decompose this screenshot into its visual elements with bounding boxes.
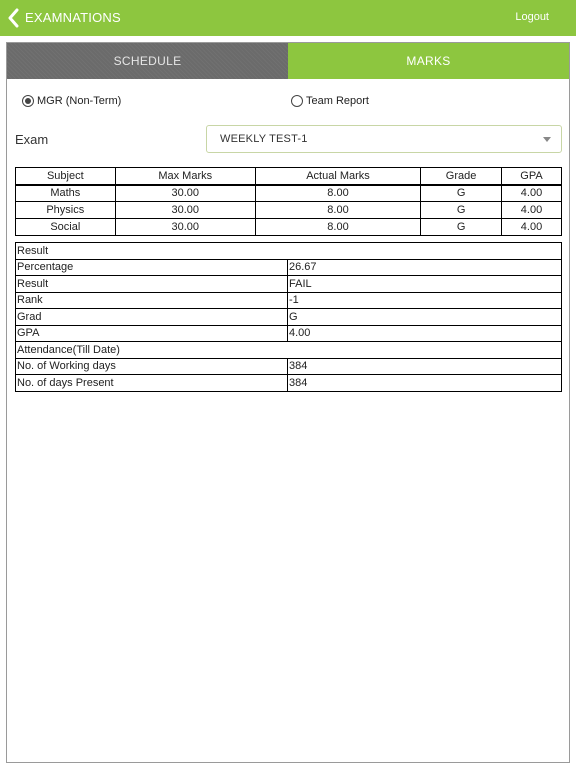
- subject-cell: Physics: [16, 202, 116, 219]
- content-panel: [6, 42, 570, 763]
- max-marks-cell: 30.00: [115, 185, 255, 202]
- working-days-label: No. of Working days: [16, 358, 288, 375]
- exam-selected-value: WEEKLY TEST-1: [220, 133, 308, 145]
- subject-cell: Social: [16, 219, 116, 236]
- result-row: [16, 309, 562, 326]
- column-header-max-marks: Max Marks: [115, 168, 255, 185]
- column-header-subject: Subject: [16, 168, 116, 185]
- radio-team-report[interactable]: [291, 95, 369, 107]
- report-type-group: [7, 95, 569, 111]
- grade-cell: G: [421, 202, 502, 219]
- exam-label: Exam: [15, 132, 49, 147]
- radio-selected-icon: [22, 95, 34, 107]
- attendance-heading: Attendance(Till Date): [16, 342, 562, 359]
- days-present-label: No. of days Present: [16, 375, 288, 392]
- tab-bar: [7, 43, 569, 79]
- result-heading: Result: [16, 243, 562, 260]
- radio-mgr-non-term[interactable]: [22, 95, 121, 107]
- column-header-gpa: GPA: [502, 168, 562, 185]
- table-header-row: [16, 168, 562, 185]
- radio-unselected-icon: [291, 95, 303, 107]
- grade-cell: G: [421, 185, 502, 202]
- result-row: [16, 276, 562, 293]
- gpa-label: GPA: [16, 325, 288, 342]
- max-marks-cell: 30.00: [115, 219, 255, 236]
- chevron-left-icon[interactable]: [6, 8, 22, 28]
- radio-label: Team Report: [306, 95, 369, 107]
- result-label: Result: [16, 276, 288, 293]
- table-row: [16, 219, 562, 236]
- radio-label: MGR (Non-Term): [37, 95, 122, 107]
- result-row: [16, 259, 562, 276]
- marks-table: [15, 167, 562, 236]
- actual-marks-cell: 8.00: [255, 219, 420, 236]
- table-row: [16, 202, 562, 219]
- caret-down-icon: [543, 137, 551, 142]
- column-header-actual-marks: Actual Marks: [255, 168, 420, 185]
- gpa-cell: 4.00: [502, 202, 562, 219]
- grad-label: Grad: [16, 309, 288, 326]
- exam-dropdown[interactable]: [206, 125, 562, 153]
- result-value: FAIL: [288, 276, 562, 293]
- result-heading-row: [16, 243, 562, 260]
- grad-value: G: [288, 309, 562, 326]
- actual-marks-cell: 8.00: [255, 202, 420, 219]
- result-row: [16, 375, 562, 392]
- max-marks-cell: 30.00: [115, 202, 255, 219]
- attendance-heading-row: [16, 342, 562, 359]
- days-present-value: 384: [288, 375, 562, 392]
- rank-label: Rank: [16, 292, 288, 309]
- table-row: [16, 185, 562, 202]
- result-table: [15, 242, 562, 392]
- percentage-label: Percentage: [16, 259, 288, 276]
- tab-schedule[interactable]: SCHEDULE: [7, 43, 288, 79]
- gpa-cell: 4.00: [502, 219, 562, 236]
- page-title: EXAMNATIONS: [25, 10, 121, 25]
- logout-button[interactable]: Logout: [515, 11, 549, 23]
- result-row: [16, 292, 562, 309]
- result-row: [16, 358, 562, 375]
- column-header-grade: Grade: [421, 168, 502, 185]
- result-row: [16, 325, 562, 342]
- top-app-bar: [0, 0, 576, 36]
- working-days-value: 384: [288, 358, 562, 375]
- subject-cell: Maths: [16, 185, 116, 202]
- gpa-cell: 4.00: [502, 185, 562, 202]
- tab-marks[interactable]: MARKS: [288, 43, 569, 79]
- rank-value: -1: [288, 292, 562, 309]
- actual-marks-cell: 8.00: [255, 185, 420, 202]
- grade-cell: G: [421, 219, 502, 236]
- gpa-value: 4.00: [288, 325, 562, 342]
- percentage-value: 26.67: [288, 259, 562, 276]
